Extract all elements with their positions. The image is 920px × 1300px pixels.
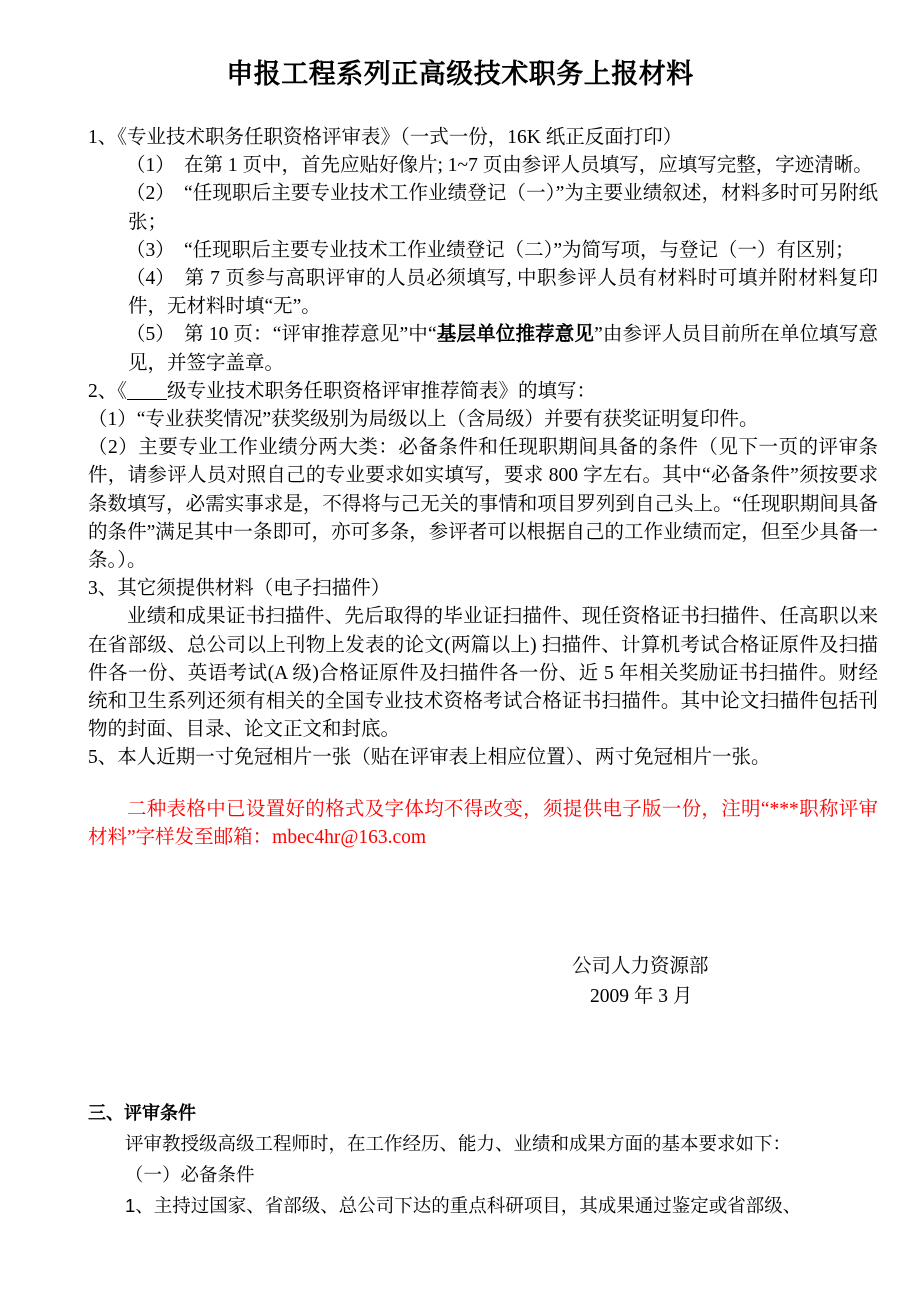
fill-in-blank	[127, 399, 167, 400]
list-item-number: （1）	[126, 155, 175, 177]
list-item-1-sub-3	[88, 237, 878, 265]
conditions-intro: 评审教授级高级工程师时，在工作经历、能力、业绩和成果方面的基本要求如下：	[125, 1133, 792, 1154]
list-item-text-post: 级专业技术职务任职资格评审推荐简表》的填写：	[167, 380, 597, 402]
list-item-text: 在第 1 页中，首先应贴好像片; 1~7 页由参评人员填写，应填写完整，字迹清晰。	[184, 155, 873, 177]
list-item-number: （5）	[126, 324, 175, 346]
red-note: 二种表格中已设置好的格式及字体均不得改变，须提供电子版一份，注明“***职称评审材料”字样发至邮箱：mbec4hr@163.com	[88, 799, 878, 849]
list-item-3-body: 业绩和成果证书扫描件、先后取得的毕业证扫描件、现任资格证书扫描件、任高职以来在省部级、总公司以上刊物上发表的论文(两篇以上) 扫描件、计算机考试合格证原件及扫描件各一份、英语考试(A 级)合格证原件及扫描件各一份、近 5 年相关奖励证书扫描件。财经统和卫生系列还须有相关的全国专业技术资格考试合格证书扫描件。其中论文扫描件包括刊物的封面、目录、论文正文和封底。	[88, 606, 878, 741]
list-item-text-pre: 第 10 页：“评审推荐意见”中“	[184, 324, 437, 346]
list-item-1-sub-1	[88, 152, 878, 180]
document-body	[88, 124, 878, 773]
list-item-text: “任现职后主要专业技术工作业绩登记（二）”为简写项，与登记（一）有区别；	[184, 239, 855, 261]
list-item-text: 第 7 页参与高职评审的人员必须填写, 中职参评人员有材料时可填并附材料复印件，无材料时填“无”。	[128, 268, 878, 318]
conditions-item-1: 1、主持过国家、省部级、总公司下达的重点科研项目，其成果通过鉴定或省部级、	[125, 1195, 802, 1216]
signature-org: 公司人力资源部	[572, 956, 709, 977]
conditions-section	[88, 1098, 878, 1221]
list-item-5: 5、本人近期一寸免冠相片一张（贴在评审表上相应位置）、两寸免冠相片一张。	[88, 747, 771, 769]
emphasis-text: 基层单位推荐意见	[436, 324, 595, 346]
list-item-2-sub-1: （1）“专业获奖情况”获奖级别为局级以上（含局级）并要有获奖证明复印件。	[88, 409, 759, 431]
conditions-heading: 三、评审条件	[88, 1103, 196, 1123]
list-item-number: （2）	[126, 183, 175, 205]
list-item-text: “任现职后主要专业技术工作业绩登记（一）”为主要业绩叙述，材料多时可另附纸张；	[128, 183, 878, 233]
list-item-1-sub-2	[88, 180, 878, 236]
signature-date: 2009 年 3 月	[590, 986, 693, 1007]
list-item-1: 1、《专业技术职务任职资格评审表》（一式一份，16K 纸正反面打印）	[88, 127, 683, 148]
list-item-2-sub-2: （2）主要专业工作业绩分两大类：必备条件和任现职期间具备的条件（见下一页的评审条件，请参评人员对照自己的专业要求如实填写，要求 800 字左右。其中“必备条件”须按要求条数填写，必需实事求是，不得将与己无关的事情和项目罗列到自己头上。“任现职期间具备的条件”满足其中一条即可，亦可多条，参评者可以根据自己的工作业绩而定，但至少具备一条。）。	[88, 437, 878, 572]
conditions-subheading: （一）必备条件	[125, 1164, 255, 1185]
list-item-2	[88, 378, 878, 406]
list-item-number: （3）	[126, 239, 175, 261]
list-item-number: （4）	[126, 268, 175, 290]
list-item-1-sub-5	[88, 321, 878, 377]
list-item-text-pre: 2、《	[88, 380, 128, 402]
signature-block	[572, 952, 709, 1012]
list-item-text-post: ”由参评人员目前所在单位填写意见，并签字盖章。	[128, 324, 878, 374]
list-item-1-sub-4	[88, 265, 878, 321]
page-title: 申报工程系列正高级技术职务上报材料	[226, 59, 694, 89]
list-item-3: 3、其它须提供材料（电子扫描件）	[88, 578, 391, 600]
